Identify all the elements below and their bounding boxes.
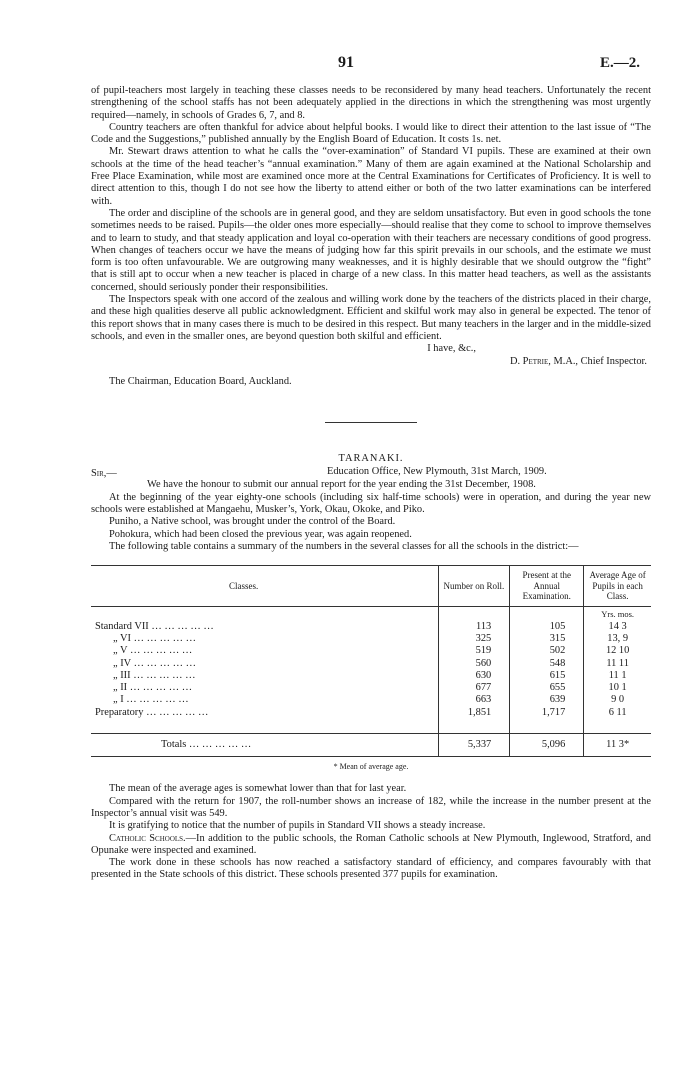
table-row <box>91 682 651 694</box>
header-present: Present at the Annual Examination. <box>510 566 584 607</box>
class-cell: „ II … … … … … <box>113 682 193 694</box>
roll-cell: 677 <box>438 682 510 694</box>
paragraph: We have the honour to submit our annual report for the year ending the 31st December, 1908. <box>147 479 536 491</box>
paragraph: It is gratifying to notice that the number of pupils in Standard VII shows a steady increase. <box>109 820 486 832</box>
class-cell: Standard VII … … … … … <box>95 620 214 632</box>
roll-cell: 1,851 <box>438 707 510 719</box>
table-row <box>91 645 651 657</box>
totals-label-cell: Totals … … … … … <box>91 734 438 757</box>
paragraph: The order and discipline of the schools are in general good, and they are seldom unsatisfactory. But even in good schools the tone sometimes needs to be raised. Pupils—the older ones more especially—should realise that they come to school to improve themselves and to learn to study, and that steady application and loyal co-operation with their teachers are necessary conditions of good progress. When changes of teachers occur we have the means of judging how far this spirit prevails in our schools, and the estimate we must form is too often unfavourable. We are outgrowing many weaknesses, and it is highly desirable that we should outgrow the “fight” that is still apt to occur when a new teacher is placed in charge of a new class. In this matter head teachers, as well as the assistants concerned, should seriously ponder their responsibilities. <box>91 207 651 293</box>
table-row <box>91 694 651 706</box>
class-cell: Preparatory … … … … … <box>95 706 209 718</box>
class-cell: „ IV … … … … … <box>113 657 196 669</box>
roll-cell: 519 <box>438 645 510 657</box>
age-cell: 11 1 <box>584 670 651 682</box>
present-cell: 502 <box>510 645 584 657</box>
classes-summary-table <box>91 565 651 757</box>
paragraph: The mean of the average ages is somewhat lower than that for last year. <box>109 783 407 795</box>
signatory-title: , M.A., Chief Inspector. <box>548 355 647 367</box>
paragraph: The work done in these schools has now reached a satisfactory standard of efficiency, and compares favourably with that presented in the State schools of this district. These schools presented 377 pupils for examination. <box>91 857 651 881</box>
age-cell: 9 0 <box>584 694 651 706</box>
present-cell: 1,717 <box>510 707 584 719</box>
table-row <box>91 633 651 645</box>
salutation-line <box>91 466 651 479</box>
present-cell: 315 <box>510 633 584 645</box>
class-cell: „ V … … … … … <box>113 645 193 657</box>
table-row <box>91 670 651 682</box>
paragraph: Country teachers are often thankful for advice about helpful books. I would like to direct their attention to the last issue of “The Code and the Suggestions,” published annually by the English Board of Education. It costs 1s. net. <box>91 121 651 146</box>
present-cell: 615 <box>510 670 584 682</box>
roll-cell: 325 <box>438 633 510 645</box>
present-cell: 639 <box>510 694 584 706</box>
catholic-schools-heading: Catholic Schools. <box>109 832 186 844</box>
paragraph: Compared with the return for 1907, the roll-number shows an increase of 182, while the increase in the number present at the Inspector’s annual visit was 549. <box>91 795 651 819</box>
table-footnote: * Mean of average age. <box>333 762 409 772</box>
header-age: Average Age of Pupils in each Class. <box>584 566 651 607</box>
age-cell: 12 10 <box>584 645 651 657</box>
header-roll: Number on Roll. <box>438 566 510 607</box>
class-cell: „ III … … … … … <box>113 669 196 681</box>
table-header-row <box>91 566 651 607</box>
page-number: 91 <box>338 54 354 71</box>
table-row <box>91 707 651 719</box>
age-cell: 11 11 <box>584 658 651 670</box>
document-reference: E.—2. <box>599 55 640 71</box>
section-title: TARANAKI. <box>338 453 404 465</box>
signatory-name: D. Petrie <box>509 355 549 367</box>
class-cell: „ I … … … … … <box>113 694 189 706</box>
age-cell: 6 11 <box>584 707 651 719</box>
header-classes: Classes. <box>91 566 438 607</box>
catholic-schools-text: —In addition to the public schools, the Roman Catholic schools at New Plymouth, Inglewood, Stratford, and Opunake were inspected and examined. <box>91 832 651 856</box>
totals-present-cell: 5,096 <box>510 734 584 757</box>
roll-cell: 630 <box>438 670 510 682</box>
salutation: Sir,— <box>91 468 117 480</box>
present-cell: 655 <box>510 682 584 694</box>
present-cell: 105 <box>510 621 584 633</box>
page-header <box>0 54 700 77</box>
age-cell: 13, 9 <box>584 633 651 645</box>
roll-cell: 113 <box>438 621 510 633</box>
paragraph: of pupil-teachers most largely in teaching these classes needs to be reconsidered by many head teachers. Unfortunately the recent strengthening of the school staffs has not been adequately applied in the directions in which the strengthening was most urgently required—namely, in schools of Grades 6, 7, and 8. <box>91 85 651 121</box>
table-row <box>91 658 651 670</box>
office-dateline: Education Office, New Plymouth, 31st March, 1909. <box>327 466 547 478</box>
paragraph: Mr. Stewart draws attention to what he calls the “over-examination” of Standard VI pupils. These are examined at their own schools at the time of the head teacher’s “annual examination.” Many of them are again examined at the National Scholarship and Free Place Examination, while most are examined once more at the Central Examinations for Certificates of Proficiency. It is well to direct attention to this, though I do not see how the liberty to attend either or both of the two latter examinations can be interfered with. <box>91 146 651 207</box>
class-cell: „ VI … … … … … <box>113 633 196 644</box>
catholic-schools-paragraph <box>91 833 651 858</box>
totals-roll-cell: 5,337 <box>438 734 510 757</box>
age-cell: 10 1 <box>584 682 651 694</box>
paragraph: Pohokura, which had been closed the previous year, was again reopened. <box>109 528 412 540</box>
addressee: The Chairman, Education Board, Auckland. <box>109 375 292 387</box>
paragraph: The Inspectors speak with one accord of the zealous and willing work done by the teachers of the districts placed in their charge, and these high qualities deserve all public acknowledgment. Efficient and skilful work may also in general be expected. The tenor of this report shows that in many cases there is much to be desired in this respect. But many teachers in the larger and in the middle-sized schools, and even in the smaller ones, are beyond question both skilful and efficient. <box>91 294 651 342</box>
table-row <box>91 621 651 633</box>
section-divider <box>325 422 417 423</box>
signoff-ihave: I have, &c., <box>427 343 476 355</box>
paragraph: At the beginning of the year eighty-one schools (including six half-time schools) were in operation, and during the year new schools were established at Mangaehu, Musker’s, York, Okau, Okoke, and Piko. <box>91 491 651 516</box>
paragraph: The following table contains a summary of the numbers in the several classes for all the schools in the district:— <box>109 540 579 552</box>
age-cell: 14 3 <box>584 621 651 633</box>
age-units-label: Yrs. mos. <box>584 606 651 621</box>
totals-age-cell: 11 3* <box>584 734 651 757</box>
signoff-signature <box>91 356 651 368</box>
present-cell: 548 <box>510 658 584 670</box>
paragraph: Puniho, a Native school, was brought under the control of the Board. <box>109 516 396 528</box>
roll-cell: 663 <box>438 694 510 706</box>
roll-cell: 560 <box>438 658 510 670</box>
table-spacer-row <box>91 606 651 621</box>
totals-row <box>91 734 651 757</box>
page-body <box>91 85 651 882</box>
table-spacer-row <box>91 719 651 734</box>
